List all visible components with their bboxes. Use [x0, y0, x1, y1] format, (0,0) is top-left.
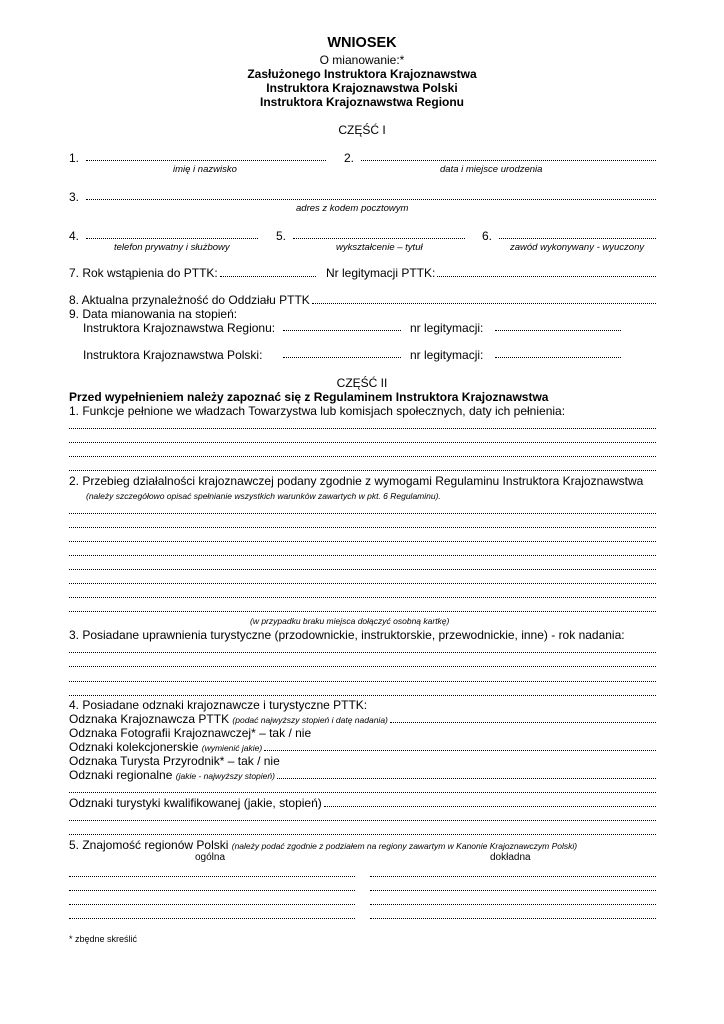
q4e-label: Odznaki regionalne	[69, 768, 173, 782]
q3-label: 3. Posiadane uprawnienia turystyczne (przodownickie, instruktorskie, przewodnickie, inne) - rok nadania:	[69, 628, 625, 642]
q2-line-3[interactable]	[69, 541, 656, 542]
q4e-row	[69, 768, 656, 783]
regional-nr-field[interactable]	[495, 330, 621, 331]
occupation-field[interactable]	[499, 238, 656, 239]
poland-nr-field[interactable]	[495, 357, 621, 358]
q5-label	[69, 838, 577, 853]
q4a-label: Odznaka Krajoznawcza PTTK	[69, 712, 230, 726]
part2-intro: Przed wypełnieniem należy zapoznać się z Regulaminem Instruktora Krajoznawstwa	[69, 390, 549, 404]
q2-extra-note: (w przypadku braku miejsca dołączyć osobną kartkę)	[250, 616, 450, 626]
name-field[interactable]	[86, 160, 326, 161]
field2-number: 2.	[344, 151, 355, 165]
part2-heading: CZĘŚĆ II	[336, 376, 388, 390]
pttk-card-label: Nr legitymacji PTTK:	[326, 266, 436, 280]
join-year-label: 7. Rok wstąpienia do PTTK:	[69, 266, 218, 280]
option-zaszuzony: Zasłużonego Instruktora Krajoznawstwa	[247, 67, 477, 81]
field4-number: 4.	[69, 229, 80, 243]
q4f-line-2[interactable]	[69, 820, 656, 821]
q4c-field[interactable]	[264, 741, 656, 751]
q5-general-line-1[interactable]	[69, 876, 355, 877]
field3-number: 3.	[69, 190, 80, 204]
phone-hint: telefon prywatny i służbowy	[114, 242, 230, 253]
form-subtitle: O mianowanie:*	[319, 53, 405, 67]
education-field[interactable]	[293, 238, 465, 239]
poland-nr-label: nr legitymacji:	[410, 348, 484, 362]
q1-label: 1. Funkcje pełnione we władzach Towarzystwa lub komisjach społecznych, daty ich pełnienia:	[69, 404, 566, 418]
regional-date-field[interactable]	[283, 330, 401, 331]
form-title: WNIOSEK	[327, 35, 397, 51]
name-hint: imię i nazwisko	[173, 164, 237, 175]
q2-line-7[interactable]	[69, 597, 656, 598]
q5-text: 5. Znajomość regionów Polski	[69, 838, 229, 852]
option-polski: Instruktora Krajoznawstwa Polski	[266, 81, 458, 95]
option-regionu: Instruktora Krajoznawstwa Regionu	[259, 95, 465, 109]
address-field[interactable]	[86, 199, 656, 200]
nomination-label: 9. Data mianowania na stopień:	[69, 307, 238, 321]
field8-row	[69, 293, 656, 307]
occupation-hint: zawód wykonywany - wyuczony	[510, 242, 645, 253]
field7b-row	[326, 266, 656, 280]
q2-label: 2. Przebieg działalności krajoznawczej podany zgodnie z wymogami Regulaminu Instruktora Krajoznawstwa	[69, 474, 644, 488]
part1-heading: CZĘŚĆ I	[338, 123, 386, 137]
q4f-line-3[interactable]	[69, 834, 656, 835]
regional-label: Instruktora Krajoznawstwa Regionu:	[83, 321, 276, 335]
q2-line-4[interactable]	[69, 555, 656, 556]
footnote: * zbędne skreślić	[69, 934, 138, 944]
q3-line-3[interactable]	[69, 681, 656, 682]
q1-line-4[interactable]	[69, 470, 656, 471]
q5-general-line-2[interactable]	[69, 890, 355, 891]
q5-detailed-line-4[interactable]	[370, 918, 656, 919]
poland-date-field[interactable]	[283, 357, 401, 358]
q4f-row	[69, 796, 656, 810]
q4f-label: Odznaki turystyki kwalifikowanej (jakie, stopień)	[69, 796, 322, 810]
field5-number: 5.	[276, 229, 287, 243]
q5-detailed-line-1[interactable]	[370, 876, 656, 877]
q2-line-5[interactable]	[69, 569, 656, 570]
field1-number: 1.	[69, 151, 80, 165]
q5-detailed-line-3[interactable]	[370, 904, 656, 905]
regional-nr-label: nr legitymacji:	[410, 321, 484, 335]
q4d-label: Odznaka Turysta Przyrodnik* – tak / nie	[69, 754, 280, 768]
branch-label: 8. Aktualna przynależność do Oddziału PTTK	[69, 293, 310, 307]
q5-note: (należy podać zgodnie z podziałem na regiony zawartym w Kanonie Krajoznawczym Polski)	[231, 841, 578, 851]
q5-col-general: ogólna	[195, 852, 226, 863]
q4c-note: (wymienić jakie)	[201, 743, 263, 753]
address-hint: adres z kodem pocztowym	[296, 203, 409, 214]
q1-line-1[interactable]	[69, 428, 656, 429]
q5-general-line-4[interactable]	[69, 918, 355, 919]
poland-label: Instruktora Krajoznawstwa Polski:	[83, 348, 263, 362]
q4e-note: (jakie - najwyższy stopień)	[175, 771, 275, 781]
q4c-label: Odznaki kolekcjonerskie	[69, 740, 199, 754]
q2-note: (należy szczegółowo opisać spełnianie wszystkich warunków zawartych w pkt. 6 Regulaminu).	[86, 491, 441, 501]
q3-line-2[interactable]	[69, 666, 656, 667]
field7-row	[69, 266, 316, 280]
q5-col-detailed: dokładna	[490, 852, 531, 863]
q4a-row	[69, 712, 656, 727]
field6-number: 6.	[482, 229, 493, 243]
q3-line-1[interactable]	[69, 652, 656, 653]
q1-line-3[interactable]	[69, 456, 656, 457]
q5-detailed-line-2[interactable]	[370, 890, 656, 891]
education-hint: wykształcenie – tytuł	[336, 242, 423, 253]
q4f-field[interactable]	[324, 797, 656, 807]
q5-general-line-3[interactable]	[69, 904, 355, 905]
q4e-line-2[interactable]	[69, 792, 656, 793]
pttk-card-field[interactable]	[437, 267, 656, 277]
join-year-field[interactable]	[220, 267, 316, 277]
q4a-field[interactable]	[390, 713, 656, 723]
phone-field[interactable]	[86, 238, 258, 239]
q4-label: 4. Posiadane odznaki krajoznawcze i turystyczne PTTK:	[69, 698, 368, 712]
q4b-label: Odznaka Fotografii Krajoznawczej* – tak / nie	[69, 726, 312, 740]
q3-line-4[interactable]	[69, 695, 656, 696]
birth-field[interactable]	[361, 160, 656, 161]
q4e-field[interactable]	[277, 769, 656, 779]
q2-line-8[interactable]	[69, 611, 656, 612]
q4a-note: (podać najwyższy stopień i datę nadania)	[232, 715, 388, 725]
q2-line-6[interactable]	[69, 583, 656, 584]
birth-hint: data i miejsce urodzenia	[440, 164, 543, 175]
q1-line-2[interactable]	[69, 442, 656, 443]
q2-line-1[interactable]	[69, 513, 656, 514]
q4c-row	[69, 740, 656, 755]
q2-line-2[interactable]	[69, 527, 656, 528]
branch-field[interactable]	[312, 294, 656, 304]
